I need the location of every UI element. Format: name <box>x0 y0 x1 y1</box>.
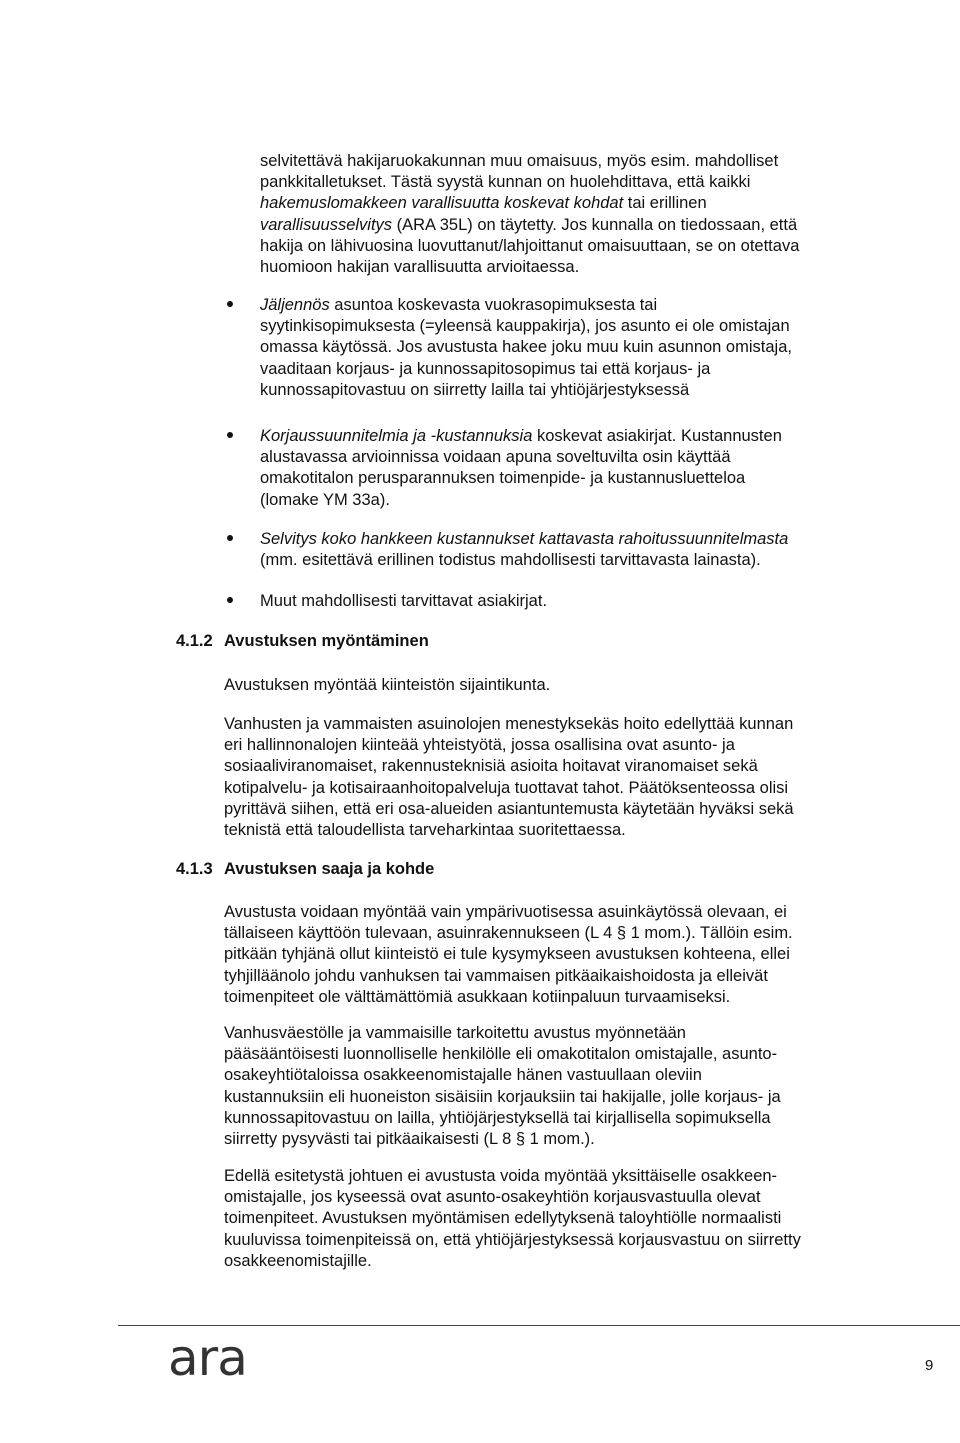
section-heading-4-1-3: 4.1.3 Avustuksen saaja ja kohde <box>176 860 435 878</box>
bullet-icon <box>227 301 233 307</box>
page-number: 9 <box>925 1357 934 1374</box>
section-4-1-2-paragraph-1: Avustuksen myöntää kiinteistön sijaintikunta. <box>224 676 551 694</box>
bullet-item-repair-plans: Korjaussuunnitelmia ja -kustannuksia koskevat asiakirjat. Kustannusten alustavassa arvioinnissa voidaan apuna soveltuvilta osin käyttää omakotitalon perusparannuksen toimenpide- ja kustannusluetteloa (lomake YM 33a). <box>260 427 782 509</box>
section-4-1-2-paragraph-2: Vanhusten ja vammaisten asuinolojen menestyksekäs hoito edellyttää kunnan eri hallinnonalojen kiinteää yhteistyötä, jossa osallisina ovat asunto- ja sosiaaliviranomaiset, rakennusteknisiä asioita hoitavat viranomaiset sekä kotipalvelu- ja kotisairaanhoitopalveluja tuottavat tahot. Päätöksenteossa olisi pyrittävä siihen, että eri osa-alueiden asiantuntemusta käytetään hyväksi sekä teknistä että taloudellista tarveharkintaa suoritettaessa. <box>224 715 794 840</box>
section-4-1-3-paragraph-2: Vanhusväestölle ja vammaisille tarkoitettu avustus myönnetään pääsääntöisesti luonnolliselle henkilölle eli omakotitalon omistajalle, asunto- osakeyhtiötaloissa osakkeenomistajalle hänen vastuullaan oleviin kustannuksiin eli huoneiston sisäisiin korjauksiin tai hakijalle, jolle korjaus- ja kunnossapitovastuu on lailla, yhtiöjärjestyksellä tai kirjallisella sopimuksella siirretty pysyvästi tai pitkäaikaisesti (L 8 § 1 mom.). <box>224 1024 781 1149</box>
footer-divider <box>118 1325 960 1326</box>
intro-paragraph: selvitettävä hakijaruokakunnan muu omaisuus, myös esim. mahdolliset pankkitalletukset. Tästä syystä kunnan on huolehdittava, että kaikki hakemuslomakkeen varallisuutta koskevat kohdat tai erillinen varallisuusselvitys (ARA 35L) on täytetty. Jos kunnalla on tiedossaan, että hakija on lähivuosina luovuttanut/lahjoittanut omaisuuttaan, se on otettava huomioon hakijan varallisuutta arvioitaessa. <box>260 152 800 277</box>
ara-logo: ara <box>168 1329 247 1387</box>
bullet-item-lease-copy: Jäljennös asuntoa koskevasta vuokrasopimuksesta tai syytinkisopimuksesta (=yleensä kauppakirja), jos asunto ei ole omistajan omassa käytössä. Jos avustusta hakee joku muu kuin asunnon omistaja, vaaditaan korjaus- ja kunnossapitosopimus tai että korjaus- ja kunnossapitovastuu on siirretty lailla tai yhtiöjärjestyksessä <box>260 296 792 399</box>
section-4-1-3-paragraph-1: Avustusta voidaan myöntää vain ympärivuotisessa asuinkäytössä olevaan, ei tällaiseen käyttöön tulevaan, asuinrakennukseen (L 4 § 1 mom.). Tällöin esim. pitkään tyhjänä ollut kiinteistö ei tule kysymykseen avustuksen kohteena, ellei tyhjilläänolo johdu vanhuksen tai vammaisen pitkäaikaishoidosta ja elleivät toimenpiteet ole välttämättömiä asukkaan kotiinpaluun turvaamiseksi. <box>224 903 793 1006</box>
bullet-icon <box>227 597 233 603</box>
bullet-icon <box>227 432 233 438</box>
bullet-icon <box>227 535 233 541</box>
section-4-1-3-paragraph-3: Edellä esitetystä johtuen ei avustusta voida myöntää yksittäiselle osakkeen- omistajalle, jos kyseessä ovat asunto-osakeyhtiön korjausvastuulla olevat toimenpiteet. Avustuksen myöntämisen edellytyksenä taloyhtiölle normaalisti kuuluvissa toimenpiteissä on, että yhtiöjärjestyksessä korjausvastuu on siirretty osakkeenomistajille. <box>224 1167 801 1270</box>
section-heading-4-1-2: 4.1.2 Avustuksen myöntäminen <box>176 632 429 650</box>
bullet-item-financing-plan: Selvitys koko hankkeen kustannukset kattavasta rahoitussuunnitelmasta (mm. esitettävä erillinen todistus mahdollisesti tarvittavasta lainasta). <box>260 530 789 570</box>
bullet-item-other-documents: Muut mahdollisesti tarvittavat asiakirjat. <box>260 592 548 610</box>
